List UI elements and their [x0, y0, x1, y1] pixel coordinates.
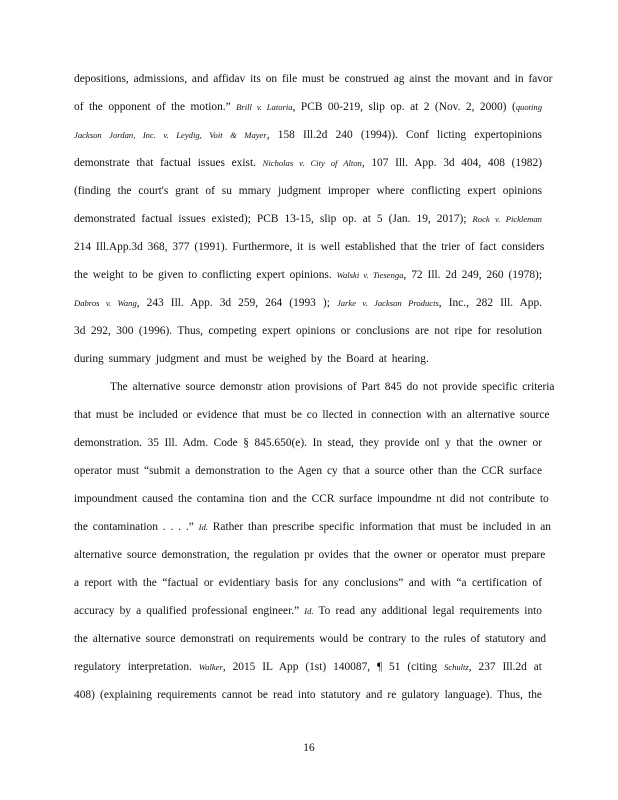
text-line — [74, 156, 542, 170]
text-line — [74, 268, 542, 282]
text-run: , 72 Ill. 2d 249, 260 (1978); — [403, 269, 542, 281]
text-run: , 237 Ill.2d at — [468, 661, 542, 673]
text-run: operator must “submit a demonstration to the Agen cy that a source other than the CCR surface — [74, 465, 542, 477]
text-run: 3d 292, 300 (1996). Thus, competing expert opinions or conclusions are not ripe for resolution — [74, 325, 542, 337]
case-citation: Id. — [304, 606, 314, 616]
text-line — [74, 464, 542, 478]
text-line — [74, 408, 550, 422]
case-citation: Schultz — [443, 662, 469, 672]
text-run: , 107 Ill. App. 3d 404, 408 (1982) — [361, 157, 542, 169]
text-line — [74, 436, 542, 450]
text-line — [74, 576, 542, 590]
case-citation: Jackson Jordan, Inc. v. Leydig, Voit & Mayer — [74, 130, 267, 140]
text-run: (finding the court's grant of su mmary judgment improper where conflicting expert opinions — [74, 185, 542, 197]
text-line — [74, 184, 542, 198]
text-run: , Inc., 282 Ill. App. — [438, 297, 542, 309]
case-citation: Nicholas v. City of Alton — [262, 158, 362, 168]
text-line — [74, 212, 542, 226]
text-run: demonstrated factual issues existed); PCB 13-15, slip op. at 5 (Jan. 19, 2017); — [74, 213, 467, 225]
text-run: demonstration. 35 Ill. Adm. Code § 845.650(e). In stead, they provide onl y that the owner or — [74, 437, 542, 449]
case-citation: Dabros v. Wang — [74, 298, 137, 308]
text-line — [74, 520, 552, 534]
case-citation: Walker — [198, 662, 223, 672]
text-run: of the opponent of the motion.” — [74, 101, 231, 113]
case-citation: Jarke v. Jackson Products — [336, 298, 439, 308]
case-citation: Brill v. Latoria — [236, 102, 293, 112]
case-citation: quoting — [515, 102, 543, 112]
text-run: the alternative source demonstrati on requirements would be contrary to the rules of statutory and — [74, 633, 547, 645]
text-run: To read any additional legal requirements into — [318, 605, 542, 617]
text-run: Rather than prescribe specific information that must be included in an — [212, 521, 552, 533]
text-run: demonstrate that factual issues exist. — [74, 157, 256, 169]
case-citation: Walski v. Tiesenga — [336, 270, 404, 280]
text-line — [74, 660, 542, 674]
case-citation: Rock v. Pickleman — [472, 214, 542, 224]
text-line — [110, 380, 555, 394]
text-line — [74, 604, 542, 618]
text-line — [74, 128, 542, 142]
text-run: a report with the “factual or evidentiary basis for any conclusions” and with “a certification of — [74, 577, 542, 589]
text-run: , 158 Ill.2d 240 (1994)). Conf licting expertopinions — [266, 129, 542, 141]
text-line — [74, 324, 542, 338]
text-run: accuracy by a qualified professional engineer.” — [74, 605, 300, 617]
text-run: that must be included or evidence that must be co llected in connection with an alternative source — [74, 409, 550, 421]
text-line — [74, 72, 553, 86]
text-line — [74, 632, 547, 646]
text-run: during summary judgment and must be weighed by the Board at hearing. — [74, 353, 429, 365]
text-run: 214 Ill.App.3d 368, 377 (1991). Furthermore, it is well established that the trier of fact considers — [74, 241, 545, 253]
text-line — [74, 492, 549, 506]
text-run: , 243 Ill. App. 3d 259, 264 (1993 ); — [136, 297, 330, 309]
text-run: , PCB 00-219, slip op. at 2 (Nov. 2, 2000) ( — [292, 101, 516, 113]
text-run: the weight to be given to conflicting expert opinions. — [74, 269, 332, 281]
text-line — [74, 548, 546, 562]
text-run: 408) (explaining requirements cannot be read into statutory and re gulatory language). Thus, the — [74, 689, 542, 701]
text-run: impoundment caused the contamina tion and the CCR surface impoundme nt did not contribute to — [74, 493, 549, 505]
case-citation: Id. — [198, 522, 208, 532]
text-run: alternative source demonstration, the regulation pr ovides that the owner or operator must prepare — [74, 549, 546, 561]
text-line — [74, 296, 542, 310]
text-line — [74, 240, 545, 254]
text-run: the contamination . . . .” — [74, 521, 194, 533]
page-number: 16 — [303, 742, 315, 754]
text-line — [74, 352, 542, 366]
text-line — [74, 100, 542, 114]
text-run: regulatory interpretation. — [74, 661, 192, 673]
text-run: depositions, admissions, and affidav its on file must be construed ag ainst the movant and in favor — [74, 73, 553, 85]
text-line — [74, 688, 542, 702]
text-run: The alternative source demonstr ation provisions of Part 845 do not provide specific criteria — [110, 381, 555, 393]
text-run: , 2015 IL App (1st) 140087, ¶ 51 (citing — [222, 661, 438, 673]
